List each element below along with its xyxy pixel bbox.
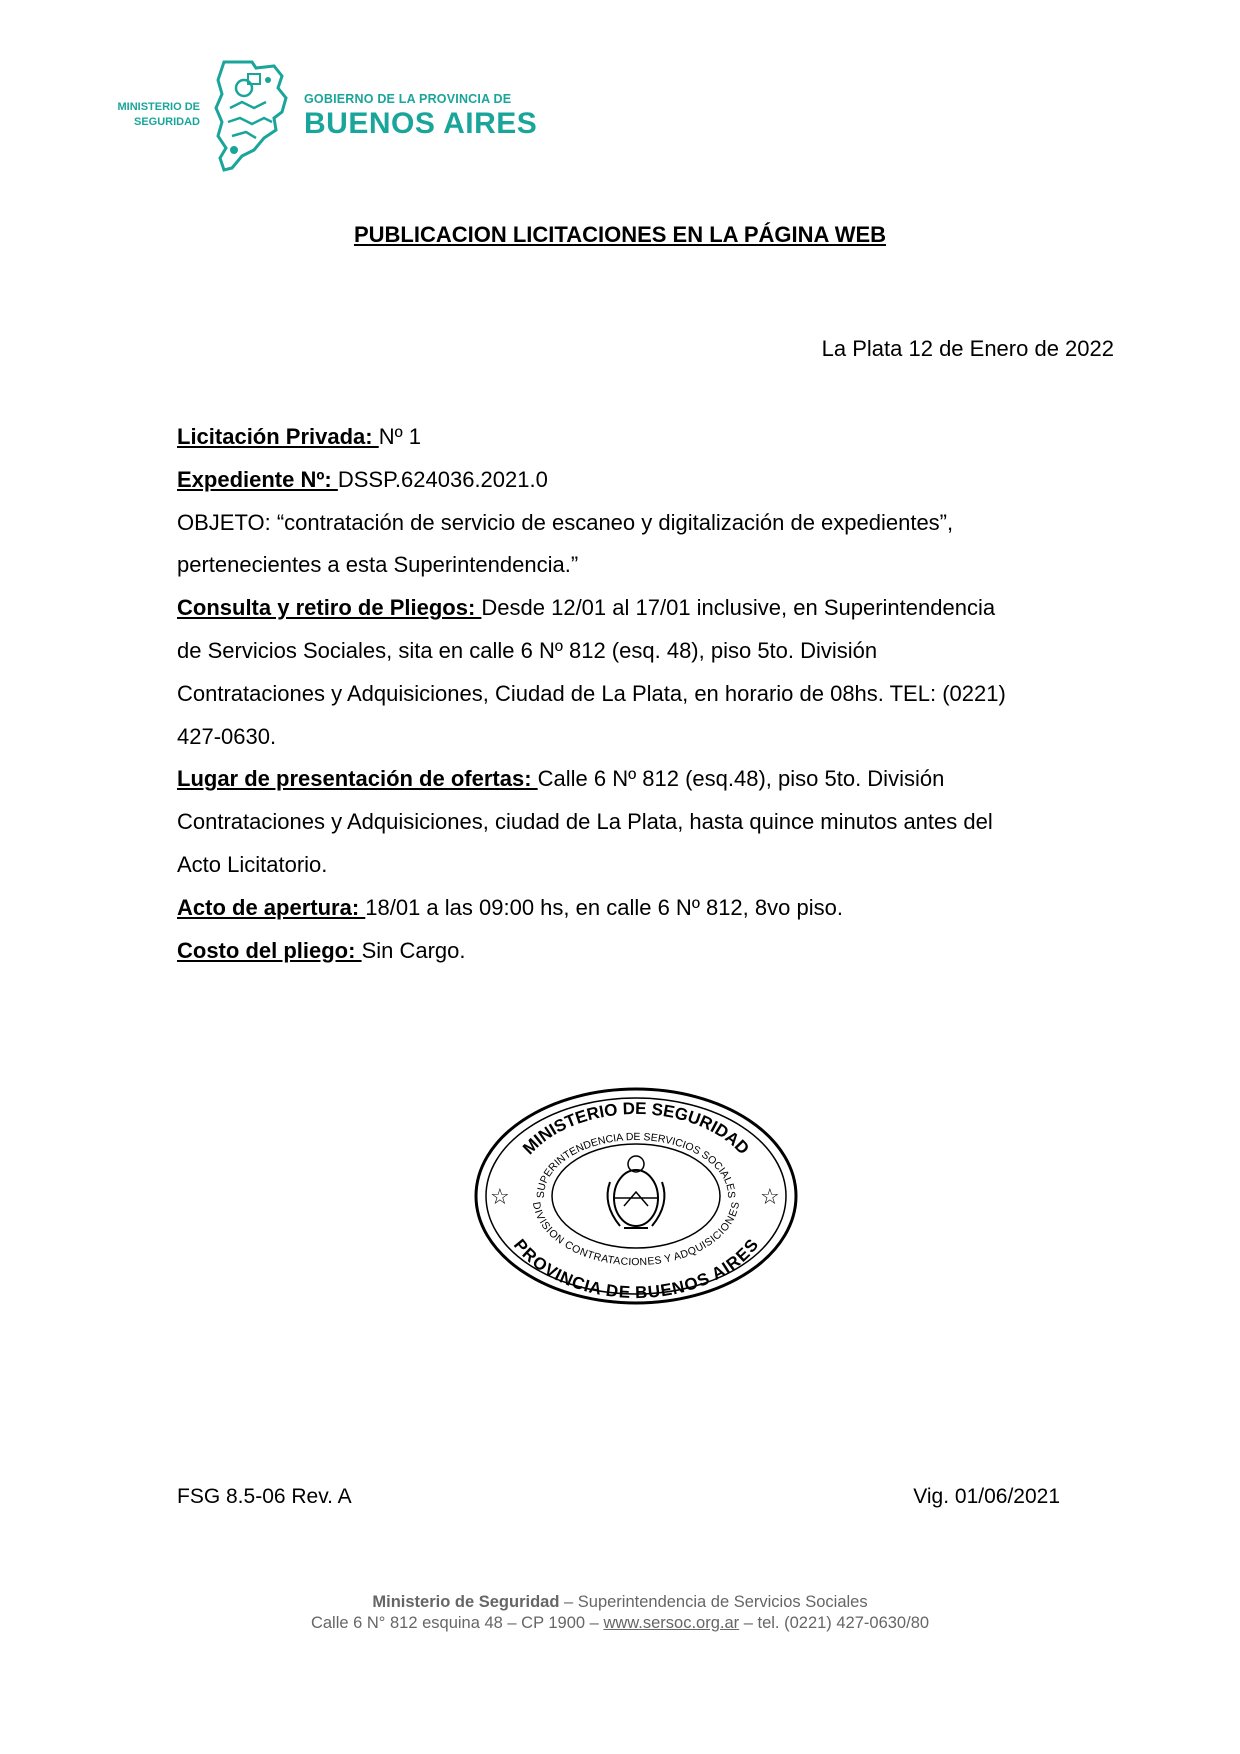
consulta-line-4: 427-0630. bbox=[177, 723, 277, 749]
costo-label: Costo del pliego: bbox=[177, 937, 362, 963]
consulta-value: Desde 12/01 al 17/01 inclusive, en Superintendencia bbox=[481, 595, 996, 621]
licitacion-line bbox=[177, 416, 1127, 459]
lugar-line-1 bbox=[177, 758, 1127, 801]
seal-outer-top-text: MINISTERIO DE SEGURIDAD bbox=[519, 1098, 753, 1159]
objeto-line-1: OBJETO: “contratación de servicio de escaneo y digitalización de expedientes”, bbox=[177, 509, 954, 535]
expediente-label: Expediente Nº: bbox=[177, 466, 338, 492]
lugar-value: Calle 6 Nº 812 (esq.48), piso 5to. División bbox=[537, 766, 945, 792]
costo-line bbox=[177, 930, 1127, 973]
consulta-label: Consulta y retiro de Pliegos: bbox=[177, 595, 482, 621]
ministry-line-1: MINISTERIO DE bbox=[117, 101, 200, 113]
seal-outer-bottom-text: PROVINCIA DE BUENOS AIRES bbox=[509, 1235, 763, 1303]
province-map-icon bbox=[212, 58, 292, 174]
expediente-line bbox=[177, 459, 1127, 502]
seal-inner-top-text: SUPERINTENDENCIA DE SERVICIOS SOCIALES bbox=[534, 1130, 738, 1199]
official-seal bbox=[474, 1086, 798, 1306]
form-validity: Vig. 01/06/2021 bbox=[913, 1485, 1060, 1508]
footer-org-line bbox=[0, 1592, 1240, 1613]
header-logo bbox=[104, 58, 544, 176]
star-icon-left: ☆ bbox=[490, 1185, 510, 1210]
seal-inner-bottom-text: DIVISION CONTRATACIONES Y ADQUISICIONES bbox=[529, 1201, 743, 1269]
ministry-line-2: SEGURIDAD bbox=[133, 116, 200, 128]
seal-outer-bottom bbox=[510, 1235, 762, 1302]
acto-label: Acto de apertura: bbox=[177, 894, 366, 920]
document-title: PUBLICACION LICITACIONES EN LA PÁGINA WEB bbox=[353, 222, 887, 247]
gov-line-2: BUENOS AIRES bbox=[304, 107, 538, 140]
star-icon-right: ☆ bbox=[760, 1185, 780, 1210]
lugar-line-3: Acto Licitatorio. bbox=[177, 851, 328, 877]
lugar-line-2: Contrataciones y Adquisiciones, ciudad de La Plata, hasta quince minutos antes del bbox=[177, 809, 993, 835]
government-name bbox=[304, 92, 537, 140]
seal-outer-top bbox=[519, 1099, 753, 1158]
gov-line-1: GOBIERNO DE LA PROVINCIA DE bbox=[304, 92, 512, 106]
consulta-line-2: de Servicios Sociales, sita en calle 6 Nº 812 (esq. 48), piso 5to. División bbox=[177, 637, 878, 663]
document-body bbox=[177, 416, 1127, 972]
acto-line bbox=[177, 887, 1127, 930]
consulta-line-1 bbox=[177, 587, 1127, 630]
lugar-label: Lugar de presentación de ofertas: bbox=[177, 766, 538, 792]
footer-address bbox=[0, 1592, 1240, 1634]
ministry-name bbox=[104, 100, 200, 130]
licitacion-label: Licitación Privada: bbox=[177, 424, 379, 449]
costo-value: Sin Cargo. bbox=[361, 937, 466, 963]
footer-website-link[interactable]: www.sersoc.org.ar bbox=[603, 1614, 740, 1632]
seal-inner-top bbox=[535, 1131, 737, 1198]
acto-value: 18/01 a las 09:00 hs, en calle 6 Nº 812, 8vo piso. bbox=[365, 894, 843, 920]
seal-inner-bottom bbox=[530, 1201, 742, 1268]
footer-addr-line bbox=[0, 1613, 1240, 1634]
expediente-value: DSSP.624036.2021.0 bbox=[337, 466, 548, 492]
footer-org-rest: – Superintendencia de Servicios Sociales bbox=[559, 1593, 868, 1611]
licitacion-value: Nº 1 bbox=[378, 424, 422, 449]
coat-of-arms-icon bbox=[608, 1156, 665, 1228]
footer-addr-pre: Calle 6 N° 812 esquina 48 – CP 1900 – bbox=[310, 1614, 604, 1632]
form-code: FSG 8.5-06 Rev. A bbox=[177, 1485, 352, 1508]
document-date: La Plata 12 de Enero de 2022 bbox=[821, 336, 1114, 361]
consulta-line-3: Contrataciones y Adquisiciones, Ciudad de La Plata, en horario de 08hs. TEL: (0221) bbox=[177, 680, 1006, 706]
objeto-line-2: pertenecientes a esta Superintendencia.” bbox=[177, 552, 579, 578]
footer-org-bold: Ministerio de Seguridad bbox=[372, 1593, 560, 1611]
footer-addr-post: – tel. (0221) 427-0630/80 bbox=[739, 1614, 930, 1632]
